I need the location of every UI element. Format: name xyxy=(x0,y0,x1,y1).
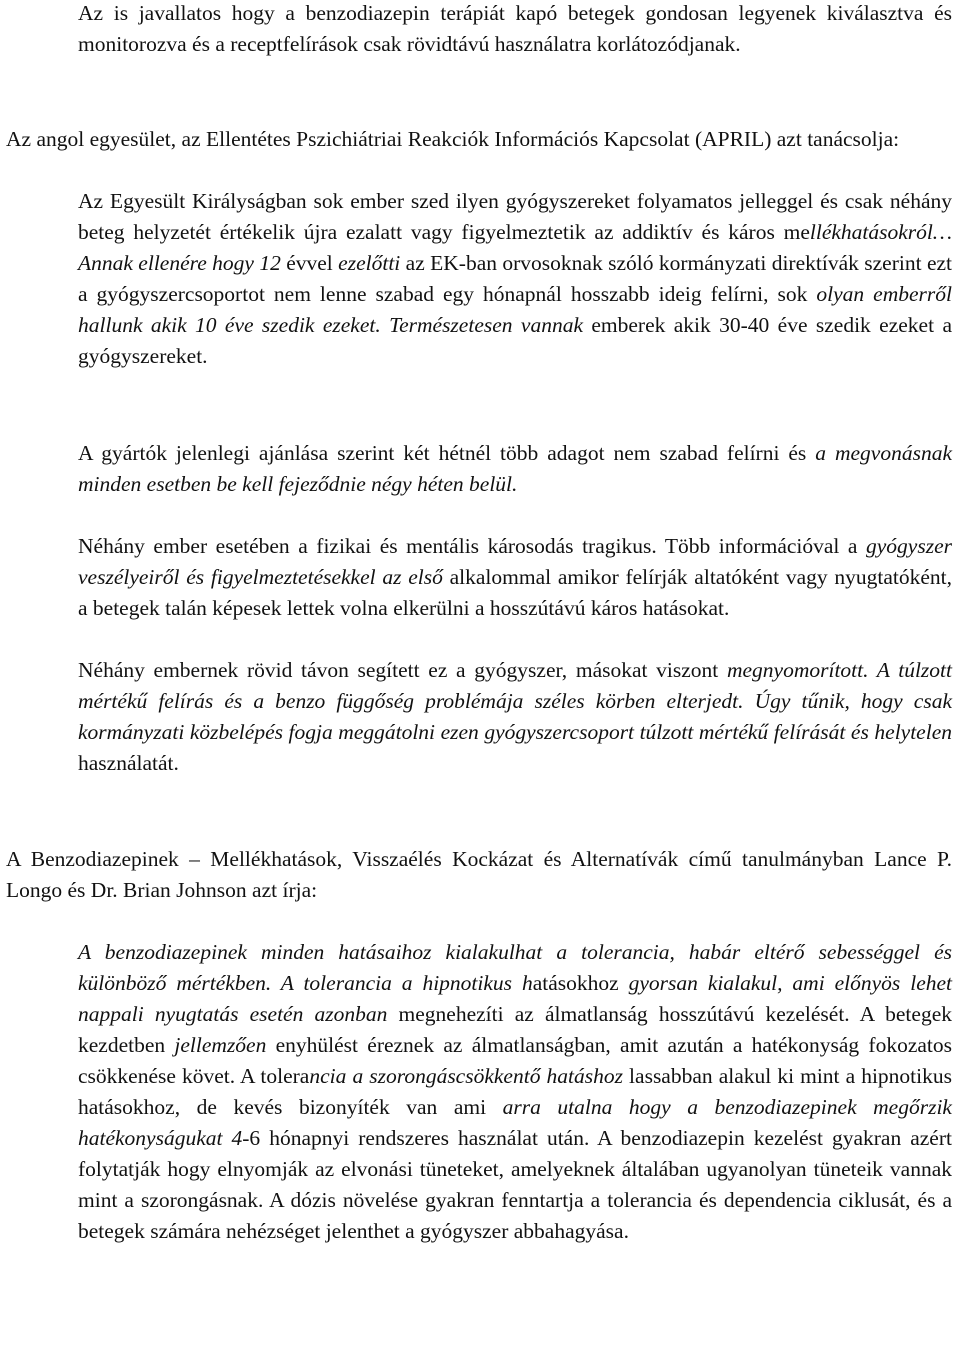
italic-span: ezelőtti xyxy=(338,251,401,275)
italic-span: olyan emberről hallunk akik 10 éve szedik ezeket. Természetesen vannak xyxy=(78,282,952,337)
text-span: A gyártók jelenlegi ajánlása szerint két hétnél több adagot nem szabad felírni és xyxy=(78,441,816,465)
italic-span: a megvonásnak minden esetben be kell fejeződnie négy héten belül. xyxy=(78,441,952,496)
text-span: Néhány embernek rövid távon segített ez a gyógyszer, másokat viszont xyxy=(78,658,727,682)
text-span: megnehezíti az álmatlanság hosszútávú kezelését. A betegek kezdetben xyxy=(78,1002,952,1057)
italic-span: gyógyszer veszélyeiről és figyelmeztetésekkel az első xyxy=(78,534,952,589)
paragraph-study-citation: A Benzodiazepinek – Mellékhatások, Visszaélés Kockázat és Alternatívák című tanulmányban Lance P. Longo és Dr. Brian Johnson azt írja: xyxy=(6,847,952,902)
paragraph-april-quote xyxy=(78,186,952,372)
italic-span: gyorsan kialakul, ami előnyös lehet nappali nyugtatás esetén azonban xyxy=(78,971,952,1026)
paragraph-overprescription xyxy=(78,655,952,779)
text-span: alkalommal amikor felírják altatóként vagy nyugtatóként, a betegek talán képesek lettek volna elkerülni a hosszútávú káros hatásokat. xyxy=(78,565,952,620)
text-span: -6 hónapnyi rendszeres használat után. A benzodiazepin kezelést gyakran azért folytatják hogy elnyomják az elvonási tüneteket, amelyeknek általában ugyanolyan tüneteik vannak mint a szorongásnak. A dózis növelése gyakran fenntartja a tolerancia és dependencia ciklusát, és a betegek számára nehézséget jelenthet a gyógyszer abbahagyása. xyxy=(78,1126,952,1243)
text-span: enyhülést éreznek az álmatlanságban, amit azután a hatékonyság fokozatos csökkenése követ. A tolera xyxy=(78,1033,952,1088)
text-span: emberek akik 30-40 éve szedik ezeket a gyógyszereket. xyxy=(78,313,952,368)
italic-span: megnyomorított. A túlzott mértékű felírás és a benzo függőség problémája széles körben elterjedt. Úgy tűnik, hogy csak kormányzati közbelépés fogja meggátolni ezen gyógyszercsoport túlzott mértékű felírását és helytelen xyxy=(78,658,952,744)
italic-span: A benzodiazepinek minden hatásaihoz kialakulhat a tolerancia, habár eltérő sebességgel és különböző mértékben. A tolerancia a hipnotikus h xyxy=(78,940,952,995)
paragraph-manufacturer-recommendation xyxy=(78,438,952,500)
italic-span: jellemzően xyxy=(174,1033,267,1057)
paragraph-benzodiazepine-selection: Az is javallatos hogy a benzodiazepin terápiát kapó betegek gondosan legyenek kiválasztva és monitorozva és a receptfelírások csak rövidtávú használatra korlátozódjanak. xyxy=(78,1,952,56)
text-span: évvel xyxy=(280,251,339,275)
italic-span: llékhatásokról… Annak ellenére hogy 12 xyxy=(78,220,952,275)
paragraph-april-intro: Az angol egyesület, az Ellentétes Pszichiátriai Reakciók Információs Kapcsolat (APRIL) azt tanácsolja: xyxy=(6,127,900,151)
text-span: atásokhoz xyxy=(532,971,619,995)
text-span: lassabban alakul ki mint a hipnotikus hatásokhoz, de kevés bizonyíték van ami xyxy=(78,1064,952,1119)
text-span: az EK-ban orvosoknak szóló kormányzati direktívák szerint ezt a gyógyszercsoportot nem lenne szabad egy hónapnál hosszabb ideig felírni, sok xyxy=(78,251,953,306)
italic-span: ncia a szorongáscsökkentő hatáshoz xyxy=(309,1064,623,1088)
text-span: Néhány ember esetében a fizikai és mentális károsodás tragikus. Több információval a xyxy=(78,534,867,558)
italic-span: arra utalna hogy a benzodiazepinek megőrzik hatékonyságukat 4 xyxy=(78,1095,952,1150)
text-span: Az Egyesült Királyságban sok ember szed ilyen gyógyszereket folyamatos jelleggel és csak néhány beteg helyzetét értékelik újra ezalatt vagy figyelmeztetik az addiktív és káros me xyxy=(78,189,952,244)
paragraph-tolerance-quote xyxy=(78,937,952,1247)
text-span: használatát. xyxy=(78,751,179,775)
paragraph-damage-tragic xyxy=(78,531,952,624)
